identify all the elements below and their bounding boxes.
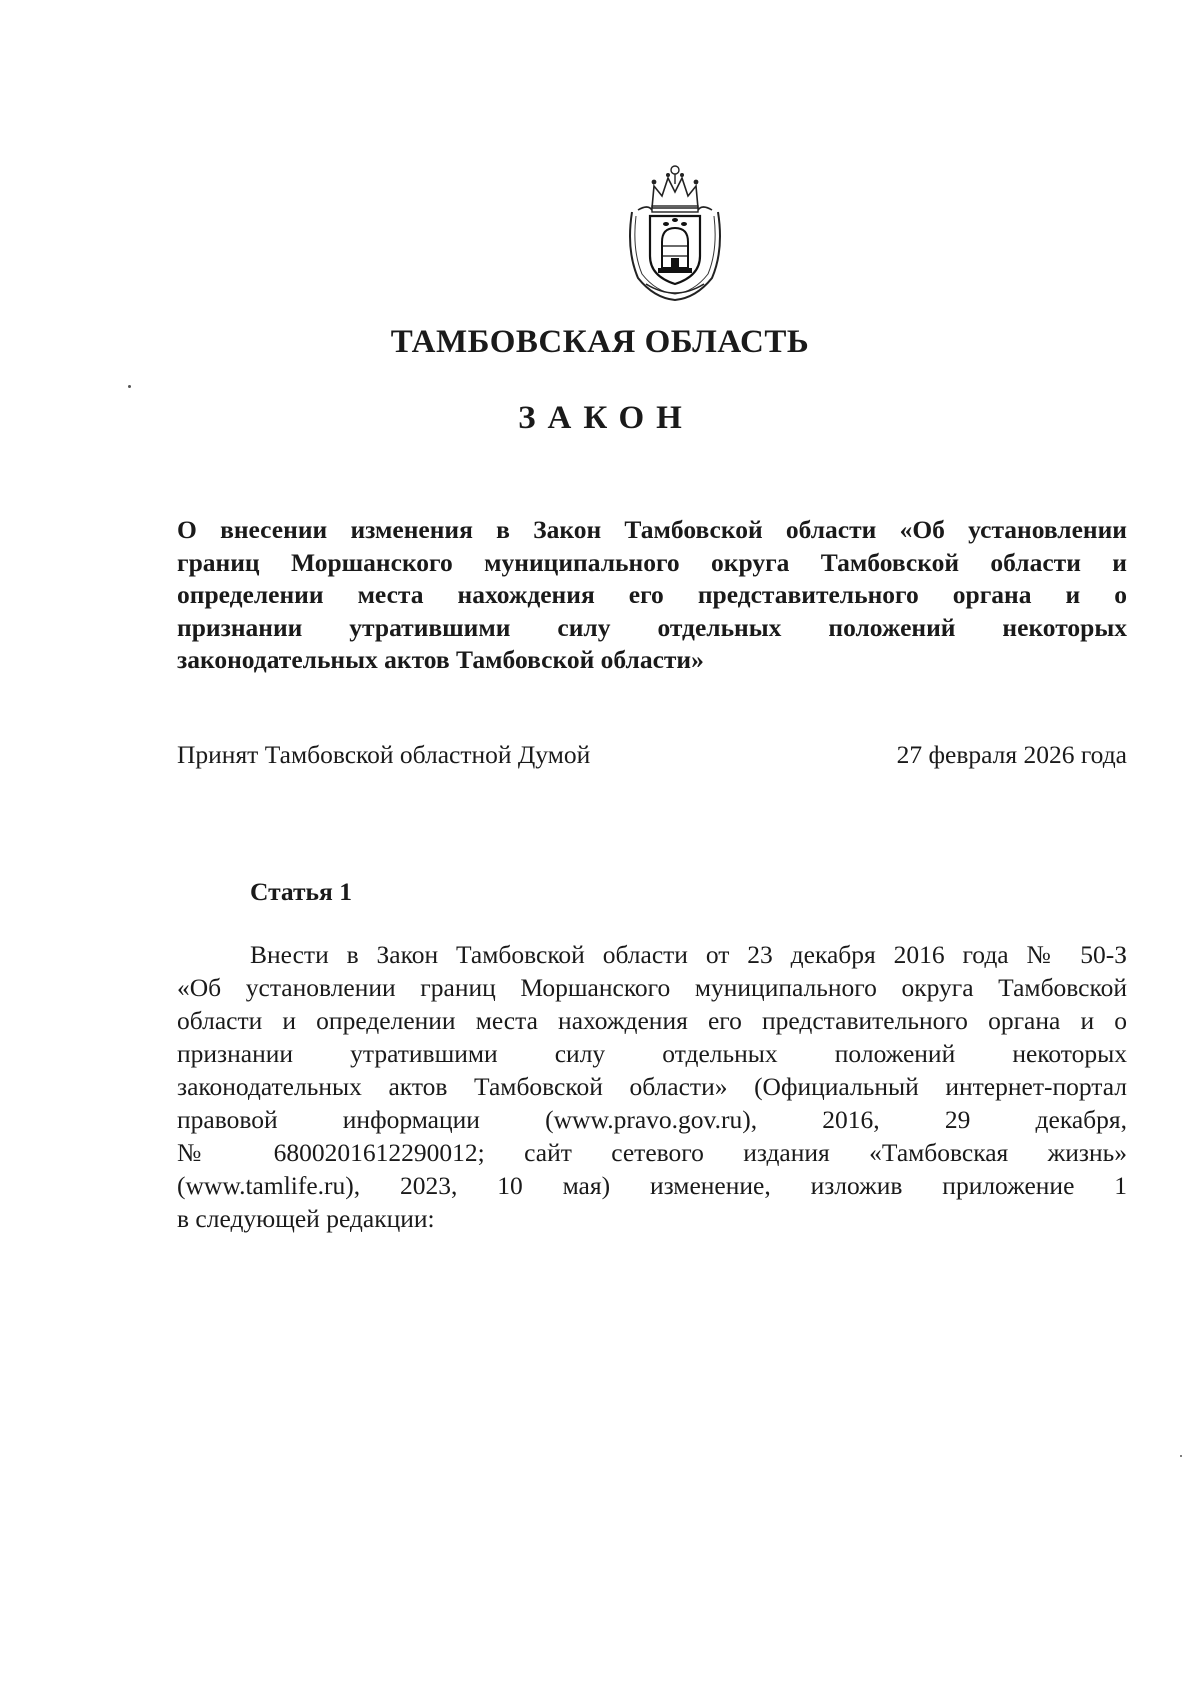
document-type: ЗАКОН: [518, 400, 694, 436]
article-line: правовой информации (www.pravo.gov.ru), 2016, 29 декабря,: [177, 1105, 1127, 1134]
article-line: (www.tamlife.ru), 2023, 10 мая) изменение, изложив приложение 1: [177, 1171, 1127, 1200]
law-title: [177, 514, 1127, 677]
scan-speck: [128, 385, 131, 388]
region-title: ТАМБОВСКАЯ ОБЛАСТЬ: [390, 324, 810, 360]
law-title-line: О внесении изменения в Закон Тамбовской области «Об установлении: [177, 515, 1127, 544]
article-heading: Статья 1: [250, 877, 352, 906]
article-line: области и определении места нахождения его представительного органа и о: [177, 1006, 1127, 1035]
adopted-by: Принят Тамбовской областной Думой: [177, 740, 591, 769]
article-line: в следующей редакции:: [177, 1204, 435, 1233]
law-title-line: границ Моршанского муниципального округа Тамбовской области и: [177, 547, 1127, 577]
adoption-date: 27 февраля 2026 года: [896, 740, 1127, 769]
article-line: признании утратившими силу отдельных положений некоторых: [177, 1039, 1127, 1068]
article-line: Внести в Закон Тамбовской области от 23 декабря 2016 года № 50-З: [250, 940, 1127, 969]
law-title-line: законодательных актов Тамбовской области»: [177, 645, 704, 674]
article-body: [177, 938, 1127, 1235]
law-title-line: признании утратившими силу отдельных положений некоторых: [177, 612, 1127, 642]
article-line: «Об установлении границ Моршанского муниципального округа Тамбовской: [177, 973, 1127, 1002]
scan-speck: [1180, 1455, 1182, 1457]
coat-of-arms-emblem: [624, 160, 726, 302]
article-line: № 6800201612290012; сайт сетевого издания «Тамбовская жизнь»: [177, 1138, 1127, 1167]
article-line: законодательных актов Тамбовской области» (Официальный интернет-портал: [177, 1072, 1127, 1101]
law-title-line: определении места нахождения его представительного органа и о: [177, 580, 1127, 609]
